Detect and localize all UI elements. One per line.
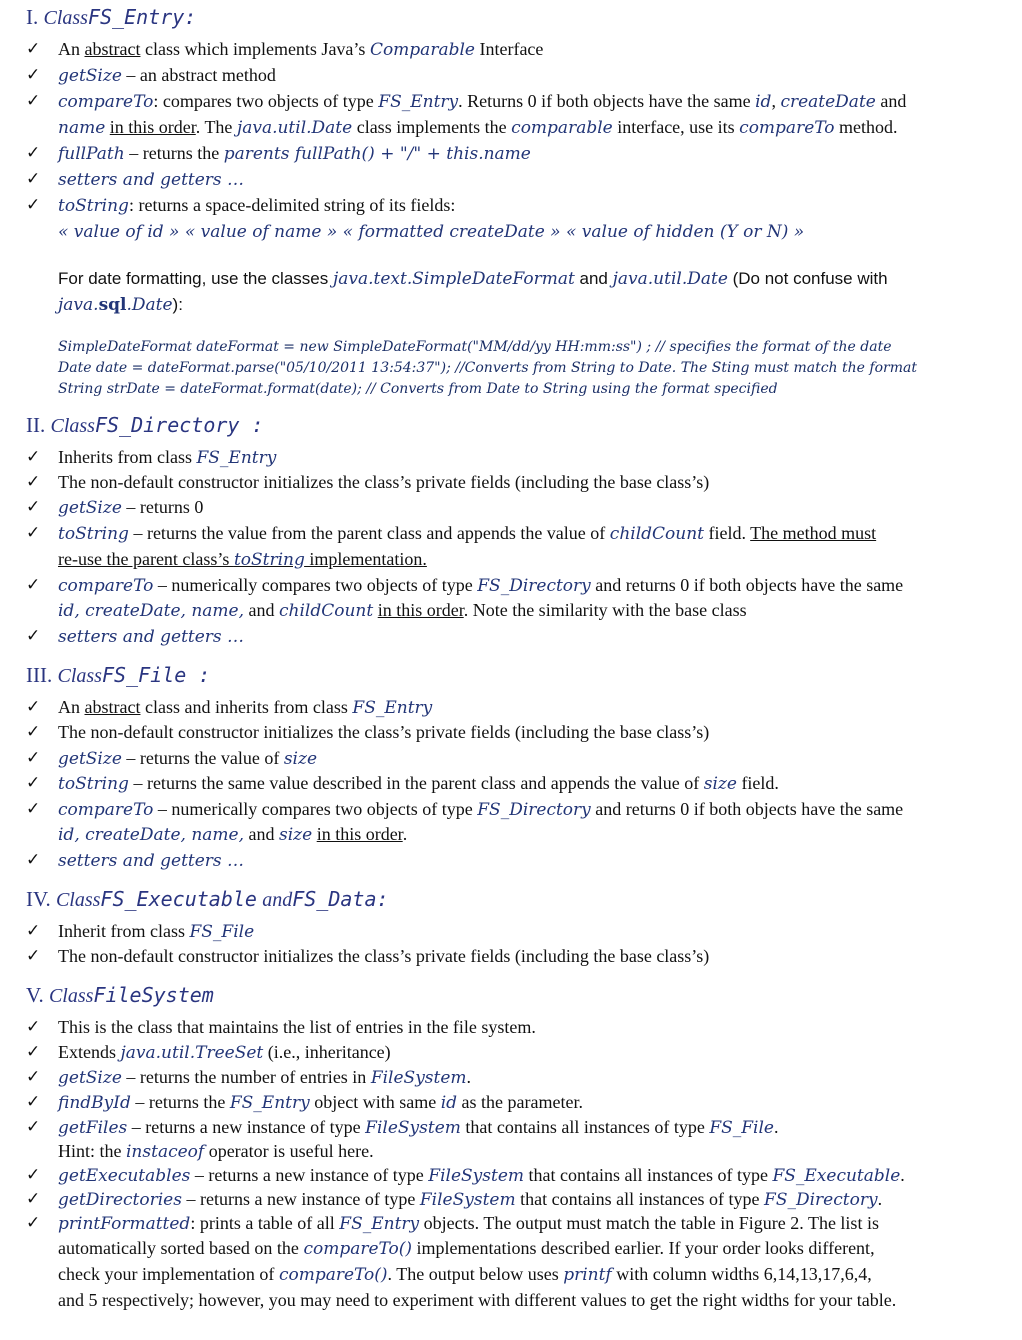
list-item: Extends java.util.TreeSet (i.e., inheritance) [58,1042,391,1063]
check-icon: ✓ [26,1117,41,1136]
list-item: getSize – an abstract method [58,65,276,86]
list-item-continuation: automatically sorted based on the compareTo() implementations described earlier. If your order looks different, [58,1238,875,1259]
section-heading-2: II. ClassFS_Directory : [26,413,264,437]
check-icon: ✓ [26,91,41,110]
check-icon: ✓ [26,575,41,594]
list-item-continuation: re-use the parent class’s toString implementation. [58,549,427,570]
check-icon: ✓ [26,1092,41,1111]
list-item: compareTo: compares two objects of type FS_Entry. Returns 0 if both objects have the same id, createDate and [58,91,907,112]
list-item: setters and getters … [58,170,245,190]
list-item: getSize – returns the number of entries in FileSystem. [58,1067,472,1088]
list-item: printFormatted: prints a table of all FS_Entry objects. The output must match the table in Figure 2. The list is [58,1213,879,1234]
check-icon: ✓ [26,143,41,162]
check-icon: ✓ [26,472,41,491]
check-icon: ✓ [26,850,41,869]
list-item: An abstract class and inherits from class FS_Entry [58,697,433,718]
check-icon: ✓ [26,447,41,466]
check-icon: ✓ [26,1165,41,1184]
section-heading-1: I. ClassFS_Entry: [26,5,197,29]
date-formatting-note-cont: java.sql.Date): [58,295,183,315]
list-item-continuation: check your implementation of compareTo(). The output below uses printf with column widths 6,14,13,17,6,4, [58,1264,872,1285]
tostring-format: « value of id » « value of name » « formatted createDate » « value of hidden (Y or N) » [58,222,805,242]
list-item-continuation: and 5 respectively; however, you may need to experiment with different values to get the right widths for your table. [58,1290,897,1310]
check-icon: ✓ [26,697,41,716]
check-icon: ✓ [26,748,41,767]
check-icon: ✓ [26,497,41,516]
code-line: SimpleDateFormat dateFormat = new SimpleDateFormat("MM/dd/yy HH:mm:ss") ; // specifies the format of the date [58,339,892,355]
list-item: Inherits from class FS_Entry [58,447,277,468]
list-item: setters and getters … [58,627,245,647]
list-item: compareTo – numerically compares two objects of type FS_Directory and returns 0 if both objects have the same [58,575,904,596]
list-item: setters and getters … [58,851,245,871]
list-item-continuation: id, createDate, name, and size in this order. [58,824,408,845]
code-line: Date date = dateFormat.parse("05/10/2011 13:54:37"); //Converts from String to Date. The Sting must match the format [58,360,917,376]
check-icon: ✓ [26,799,41,818]
check-icon: ✓ [26,1189,41,1208]
list-item: findById – returns the FS_Entry object with same id as the parameter. [58,1092,583,1113]
list-item: An abstract class which implements Java’s Comparable Interface [58,39,544,60]
check-icon: ✓ [26,169,41,188]
check-icon: ✓ [26,1213,41,1232]
section-heading-5: V. ClassFileSystem [26,983,214,1007]
list-item-continuation: Hint: the instaceof operator is useful here. [58,1141,374,1162]
list-item: fullPath – returns the parents fullPath() + "/" + this.name [58,143,531,164]
check-icon: ✓ [26,626,41,645]
list-item: Inherit from class FS_File [58,921,255,942]
check-icon: ✓ [26,722,41,741]
date-formatting-note: For date formatting, use the classes java.text.SimpleDateFormat and java.util.Date (Do not confuse with [58,269,888,289]
list-item: The non-default constructor initializes the class’s private fields (including the base class’s) [58,472,710,492]
list-item: The non-default constructor initializes the class’s private fields (including the base class’s) [58,946,710,966]
code-line: String strDate = dateFormat.format(date); // Converts from Date to String using the format specified [58,381,778,397]
list-item: getExecutables – returns a new instance of type FileSystem that contains all instances of type FS_Executable. [58,1165,905,1186]
check-icon: ✓ [26,523,41,542]
list-item: toString: returns a space-delimited string of its fields: [58,195,456,216]
check-icon: ✓ [26,1042,41,1061]
list-item: getSize – returns the value of size [58,748,318,769]
list-item: compareTo – numerically compares two objects of type FS_Directory and returns 0 if both objects have the same [58,799,904,820]
list-item: toString – returns the same value described in the parent class and appends the value of size field. [58,773,779,794]
check-icon: ✓ [26,65,41,84]
list-item: toString – returns the value from the parent class and appends the value of childCount field. The method must [58,523,877,544]
check-icon: ✓ [26,921,41,940]
check-icon: ✓ [26,39,41,58]
check-icon: ✓ [26,1017,41,1036]
list-item-continuation: id, createDate, name, and childCount in this order. Note the similarity with the base class [58,600,747,621]
check-icon: ✓ [26,1067,41,1086]
list-item: This is the class that maintains the list of entries in the file system. [58,1017,536,1037]
list-item-continuation: name in this order. The java.util.Date class implements the comparable interface, use its compareTo method. [58,117,898,138]
list-item: getSize – returns 0 [58,497,204,518]
list-item: getFiles – returns a new instance of type FileSystem that contains all instances of type FS_File. [58,1117,779,1138]
list-item: The non-default constructor initializes the class’s private fields (including the base class’s) [58,722,710,742]
section-heading-4: IV. ClassFS_Executable andFS_Data: [26,887,389,911]
check-icon: ✓ [26,946,41,965]
section-heading-3: III. ClassFS_File : [26,663,211,687]
check-icon: ✓ [26,195,41,214]
list-item: getDirectories – returns a new instance of type FileSystem that contains all instances of type FS_Directory. [58,1189,883,1210]
check-icon: ✓ [26,773,41,792]
